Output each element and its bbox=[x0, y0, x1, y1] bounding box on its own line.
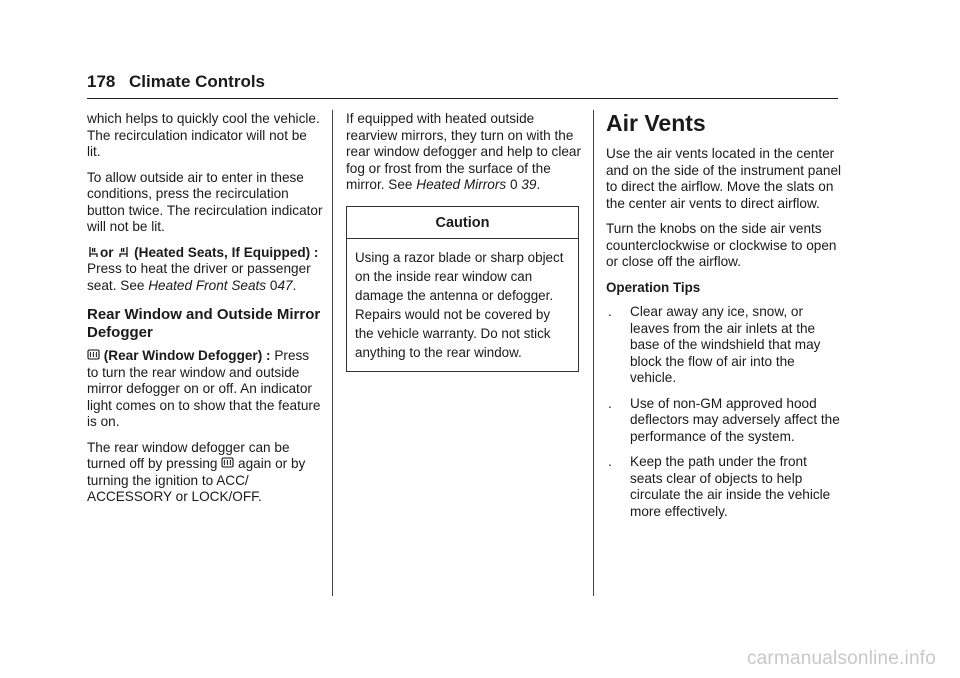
paragraph: which helps to quickly cool the vehicle. The recirculation indicator will not be lit. bbox=[87, 111, 320, 159]
operation-tips-heading: Operation Tips bbox=[606, 279, 701, 295]
heated-seat-passenger-icon bbox=[117, 246, 130, 259]
subsection-heading: Rear Window and Outside Mirror Defogger bbox=[87, 306, 321, 341]
page-ref-symbol: 0 bbox=[509, 177, 518, 192]
heated-front-seats-link[interactable]: Heated Front Seats bbox=[148, 277, 267, 293]
bullet: . bbox=[608, 395, 612, 411]
heated-mirrors-link[interactable]: Heated Mirrors bbox=[416, 177, 507, 192]
paragraph bbox=[87, 440, 323, 506]
page-header bbox=[87, 72, 838, 94]
tip-text: Clear away any ice, snow, or leaves from the air inlets at the base of the windshield that may block the flow of air into the vehicle. bbox=[630, 304, 821, 385]
column-divider-right bbox=[593, 110, 594, 596]
page-number: 178 bbox=[87, 72, 116, 91]
tip-text: Use of non-GM approved hood deflectors may adversely affect the performance of the system. bbox=[630, 395, 840, 444]
heated-seats-text: Press to heat the driver or passenger seat. See bbox=[87, 261, 311, 293]
air-vents-title: Air Vents bbox=[606, 110, 706, 136]
heated-seats-paragraph bbox=[87, 245, 323, 295]
caution-title: Caution bbox=[347, 207, 578, 240]
bullet: . bbox=[608, 454, 612, 469]
or-label: or bbox=[100, 244, 114, 260]
column-divider-left bbox=[332, 110, 333, 596]
column-2 bbox=[346, 111, 582, 372]
page-ref[interactable]: 39 bbox=[521, 177, 537, 192]
paragraph: Turn the knobs on the side air vents counterclockwise or clockwise to open or close off the airflow. bbox=[606, 221, 837, 269]
page-ref[interactable]: 47 bbox=[277, 277, 293, 293]
caution-text: Using a razor blade or sharp object on the inside rear window can damage the antenna or defogger. Repairs would not be covered by the vehicle warranty. Do not stick anything to the rear window. bbox=[355, 250, 564, 360]
heated-mirrors-text: If equipped with heated outside rearview mirrors, they turn on with the rear window defogger and help to clear fog or frost from the surface of the mirror. See bbox=[346, 111, 582, 192]
heated-mirrors-paragraph bbox=[346, 111, 582, 194]
column-1 bbox=[87, 111, 323, 515]
section-title: Climate Controls bbox=[129, 72, 266, 91]
caution-box bbox=[346, 206, 579, 373]
column-3 bbox=[606, 111, 842, 529]
defogger-text: Press to turn the rear window and outside mirror defogger on or off. An indicator light comes on to show that the feature is on. bbox=[87, 348, 321, 429]
bullet: . bbox=[608, 304, 612, 319]
header-rule bbox=[87, 98, 838, 99]
paragraph: Use the air vents located in the center and on the side of the instrument panel to direct the airflow. Move the slats on the center air vents to direct airflow. bbox=[606, 146, 842, 211]
defogger-off-text: The rear window defogger can be turned off by pressing bbox=[87, 439, 290, 471]
heated-seats-label: (Heated Seats, If Equipped) : bbox=[134, 244, 319, 260]
defogger-label: (Rear Window Defogger) : bbox=[103, 348, 271, 363]
tip-text: Keep the path under the front seats clear of objects to help circulate the air inside the vehicle more effectively. bbox=[630, 454, 831, 519]
rear-defogger-icon bbox=[87, 349, 100, 362]
paragraph: To allow outside air to enter in these conditions, press the recirculation button twice. The recirculation indicator will not be lit. bbox=[87, 169, 323, 234]
watermark: carmanualsonline.info bbox=[746, 648, 936, 669]
period: . bbox=[292, 277, 297, 293]
page-ref-symbol: 0 bbox=[269, 277, 278, 293]
list-item bbox=[606, 454, 842, 520]
list-item bbox=[606, 304, 842, 387]
defogger-off-text-end: again or by turning the ignition to ACC/ ACCESSORY or LOCK/OFF. bbox=[87, 456, 306, 504]
heated-seat-driver-icon bbox=[87, 246, 100, 259]
defogger-paragraph bbox=[87, 348, 323, 431]
operation-tips-list bbox=[606, 304, 842, 520]
period: . bbox=[536, 177, 541, 192]
rear-defogger-icon bbox=[221, 457, 234, 470]
list-item bbox=[606, 396, 842, 446]
